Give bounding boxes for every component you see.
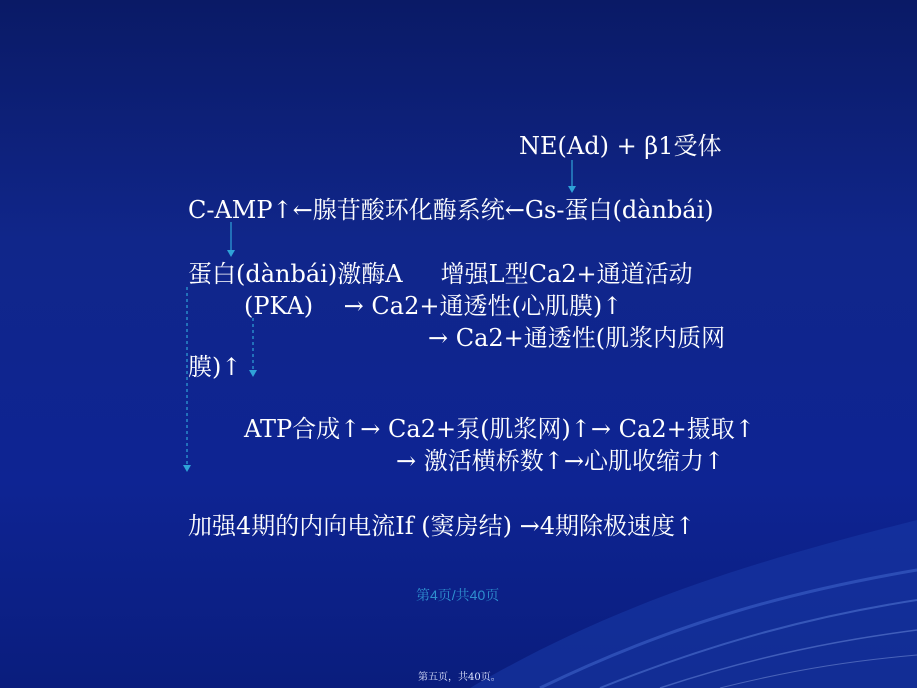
text-line-pka: (PKA) → Ca2+通透性(心肌膜)↑ — [244, 292, 623, 320]
text-line-camp: C-AMP↑←腺苷酸环化酶系统←Gs-蛋白(dànbái) — [188, 196, 714, 224]
text-line-protein-kinase: 蛋白(dànbái)激酶A 增强L型Ca2+通道活动 — [188, 260, 693, 288]
footer-page-text: 第五页，共40页。 — [418, 672, 501, 683]
text-line-ne-receptor: NE(Ad) + β1受体 — [519, 132, 722, 160]
text-line-membrane: 膜)↑ — [188, 353, 242, 381]
down-arrow-icon — [566, 160, 578, 194]
text-line-funny-current: 加强4期的内向电流If (窦房结) →4期除极速度↑ — [188, 512, 696, 540]
text-line-atp-synthesis: ATP合成↑→ Ca2+泵(肌浆网)↑→ Ca2+摄取↑ — [244, 415, 755, 443]
down-arrow-icon — [225, 222, 237, 258]
text-line-sr-permeability: → Ca2+通透性(肌浆内质网 — [428, 324, 726, 352]
page-indicator: 第4页/共40页 — [416, 587, 500, 603]
dashed-down-arrow-icon — [181, 287, 193, 473]
text-line-crossbridge: → 激活横桥数↑→心肌收缩力↑ — [396, 447, 725, 475]
dashed-down-arrow-icon — [247, 318, 259, 378]
